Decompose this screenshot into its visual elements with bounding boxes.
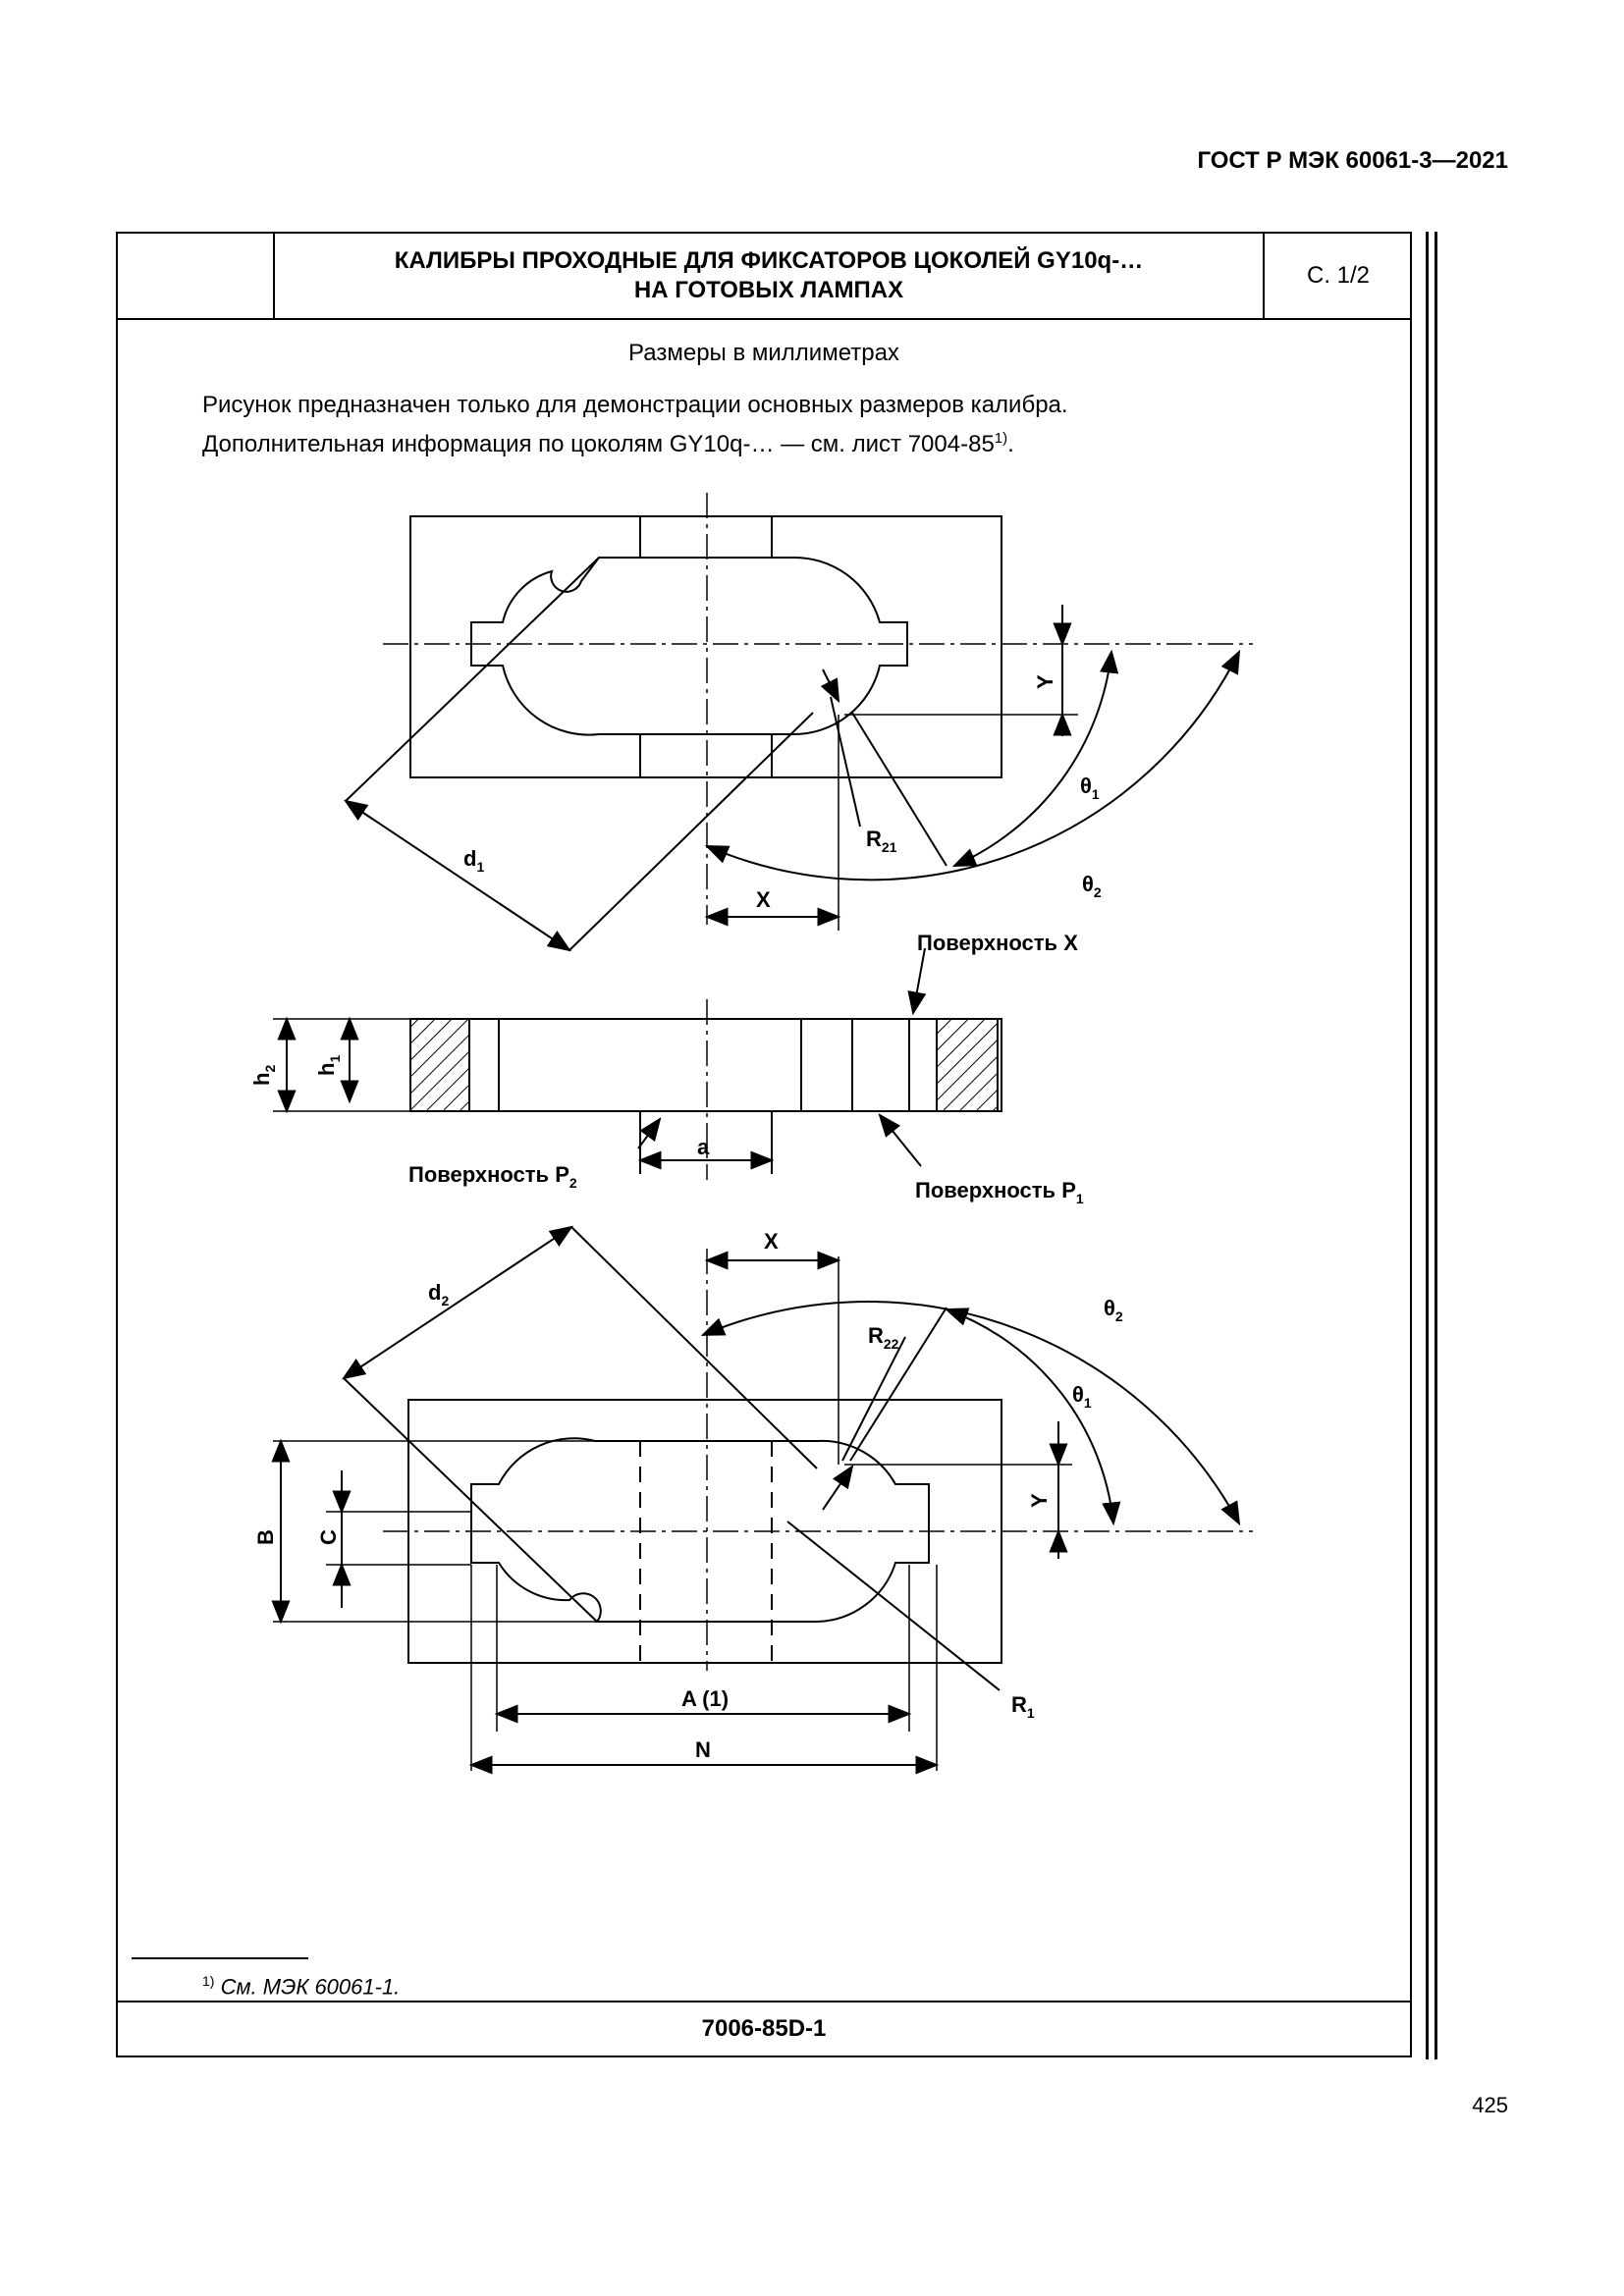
footnote-rule bbox=[132, 1957, 308, 1959]
theta1-extension-line bbox=[850, 1308, 947, 1461]
d2-dimension-line bbox=[344, 1227, 571, 1378]
d2-extension-line bbox=[571, 1227, 817, 1468]
d2-extension-line bbox=[344, 1378, 597, 1622]
r22-arrow bbox=[823, 1467, 852, 1510]
surface-p2-leader bbox=[638, 1119, 660, 1148]
label-d1: $d_1$ bbox=[463, 846, 485, 875]
label-surface-x: Поверхность X bbox=[917, 931, 1078, 955]
d1-extension-line bbox=[346, 558, 599, 801]
bottom-view-aperture-outline bbox=[471, 1438, 929, 1622]
top-view bbox=[346, 493, 1253, 950]
label-a: a bbox=[697, 1135, 710, 1159]
label-theta1-top: $\theta_1$ bbox=[1080, 774, 1100, 802]
label-surface-p2: Поверхность $P_2$ bbox=[408, 1162, 577, 1191]
r1-leader bbox=[787, 1522, 1000, 1690]
label-y-top: Y bbox=[1033, 674, 1057, 689]
section-hatch-left bbox=[410, 1019, 469, 1111]
label-theta2-bottom: $\theta_2$ bbox=[1104, 1296, 1123, 1324]
theta2-arc bbox=[707, 652, 1239, 880]
label-b: B bbox=[253, 1529, 278, 1545]
footnote-marker: 1) bbox=[202, 1973, 215, 1989]
sheet-title-line-2: НА ГОТОВЫХ ЛАМПАХ bbox=[633, 277, 904, 303]
label-r21: $R_{21}$ bbox=[866, 827, 897, 855]
d1-dimension-line bbox=[346, 801, 569, 950]
sheet-title-line-1: КАЛИБРЫ ПРОХОДНЫЕ ДЛЯ ФИКСАТОРОВ ЦОКОЛЕЙ GY10q-… bbox=[394, 247, 1144, 274]
label-theta1-bottom: $\theta_1$ bbox=[1072, 1382, 1092, 1411]
sheet-double-rule bbox=[1426, 232, 1429, 2059]
footnote-ref: 1) bbox=[994, 430, 1008, 447]
label-d2: $d_2$ bbox=[428, 1280, 450, 1308]
label-n: N bbox=[695, 1737, 711, 1762]
gauge-technical-drawing bbox=[118, 234, 1410, 2056]
label-surface-p1: Поверхность $P_1$ bbox=[915, 1178, 1084, 1206]
theta1-arc bbox=[947, 1309, 1113, 1523]
label-r22: $R_{22}$ bbox=[868, 1323, 899, 1352]
section-view bbox=[273, 948, 1001, 1180]
sheet-number: С. 1/2 bbox=[1306, 262, 1371, 289]
label-y-bottom: Y bbox=[1027, 1493, 1052, 1508]
top-view-aperture-outline bbox=[471, 558, 907, 735]
drawing-note-line-1: Рисунок предназначен только для демонстрации основных размеров калибра. bbox=[202, 392, 1068, 418]
sheet-code: 7006-85D-1 bbox=[118, 2001, 1410, 2056]
page-number: 425 bbox=[1472, 2093, 1508, 2117]
label-x-top: X bbox=[756, 887, 771, 912]
drawing-note-text: Дополнительная информация по цоколям GY10q-… — см. лист 7004-85 bbox=[202, 431, 995, 457]
footnote-text: См. МЭК 60061-1. bbox=[220, 1974, 401, 2000]
label-h2: $h_2$ bbox=[249, 1064, 278, 1086]
label-r1: $R_1$ bbox=[1011, 1692, 1035, 1721]
d1-extension-line bbox=[569, 713, 813, 950]
label-c: C bbox=[316, 1529, 341, 1545]
bottom-view-hidden-lines bbox=[640, 1441, 772, 1661]
section-hatch-right bbox=[937, 1019, 998, 1111]
footnote bbox=[202, 1973, 400, 2000]
label-a1: A (1) bbox=[681, 1686, 730, 1711]
sheet-double-rule bbox=[1435, 232, 1437, 2059]
drawing-sheet bbox=[116, 232, 1412, 2057]
label-x-bottom: X bbox=[764, 1229, 779, 1254]
r21-arrow bbox=[823, 669, 839, 701]
standard-designation: ГОСТ Р МЭК 60061-3—2021 bbox=[1197, 147, 1508, 174]
top-view-gauge-body bbox=[410, 516, 1001, 777]
surface-p1-leader bbox=[880, 1115, 921, 1166]
units-note: Размеры в миллиметрах bbox=[628, 340, 899, 366]
label-theta2-top: $\theta_2$ bbox=[1082, 872, 1102, 900]
label-h1: $h_1$ bbox=[314, 1054, 343, 1076]
theta2-arc bbox=[703, 1302, 1239, 1523]
drawing-note-end: . bbox=[1007, 431, 1014, 457]
surface-x-leader bbox=[913, 948, 925, 1013]
